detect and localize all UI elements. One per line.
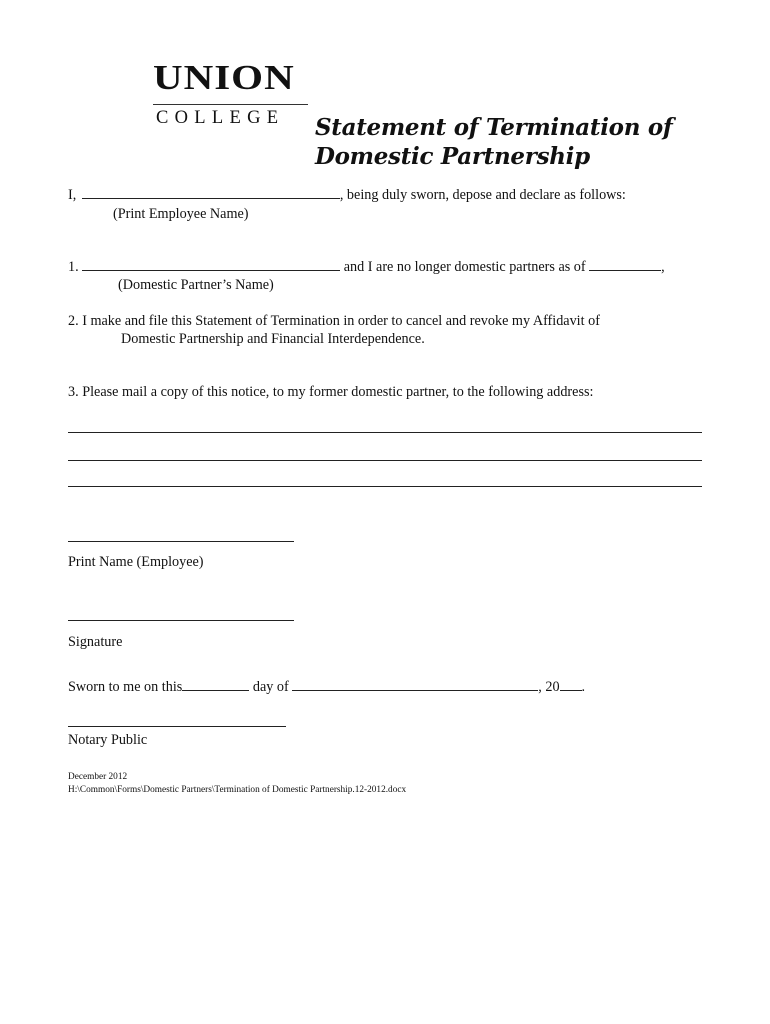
document-title-line1: Statement of Termination of (315, 114, 673, 141)
employee-name-blank[interactable] (82, 187, 340, 199)
address-line-2[interactable] (68, 460, 702, 461)
sworn-year-prefix: , 20 (538, 679, 560, 695)
declaration-line (68, 187, 626, 204)
sworn-end: . (581, 679, 586, 695)
item1-middle: and I are no longer domestic partners as of (343, 259, 586, 275)
partner-name-caption: (Domestic Partner’s Name) (118, 277, 274, 293)
document-title-line2: Domestic Partnership (315, 143, 590, 170)
partner-name-blank[interactable] (82, 259, 340, 271)
item3-text: 3. Please mail a copy of this notice, to my former domestic partner, to the following address: (68, 384, 594, 400)
termination-date-blank[interactable] (589, 259, 661, 271)
item1-end: , (661, 259, 665, 275)
declaration-suffix: , being duly sworn, depose and declare as follows: (339, 187, 626, 203)
address-line-3[interactable] (68, 486, 702, 487)
college-logo-wordmark: COLLEGE (156, 108, 285, 128)
union-logo-wordmark: UNION (153, 57, 295, 97)
sworn-day-label: day of (252, 679, 289, 695)
footer-file-path: H:\Common\Forms\Domestic Partners\Termination of Domestic Partnership.12-2012.docx (68, 785, 407, 795)
footer-date: December 2012 (68, 772, 128, 782)
employee-name-caption: (Print Employee Name) (113, 206, 249, 222)
declaration-prefix: I, (68, 187, 77, 203)
sworn-day-blank[interactable] (182, 679, 249, 691)
signature-line[interactable] (68, 620, 294, 621)
sworn-prefix: Sworn to me on this (68, 679, 183, 695)
address-line-1[interactable] (68, 432, 702, 433)
logo-divider (153, 104, 308, 105)
print-name-line[interactable] (68, 541, 294, 542)
sworn-line (68, 679, 585, 696)
item2-line2: Domestic Partnership and Financial Interdependence. (121, 331, 425, 347)
sworn-year-blank[interactable] (560, 679, 582, 691)
print-name-label: Print Name (Employee) (68, 554, 204, 570)
sworn-month-blank[interactable] (292, 679, 538, 691)
item1-prefix: 1. (68, 259, 79, 275)
signature-label: Signature (68, 634, 123, 650)
item1-line (68, 259, 665, 276)
notary-line[interactable] (68, 726, 286, 727)
notary-label: Notary Public (68, 732, 148, 748)
item2-line1: 2. I make and file this Statement of Termination in order to cancel and revoke my Affidavit of (68, 313, 600, 329)
